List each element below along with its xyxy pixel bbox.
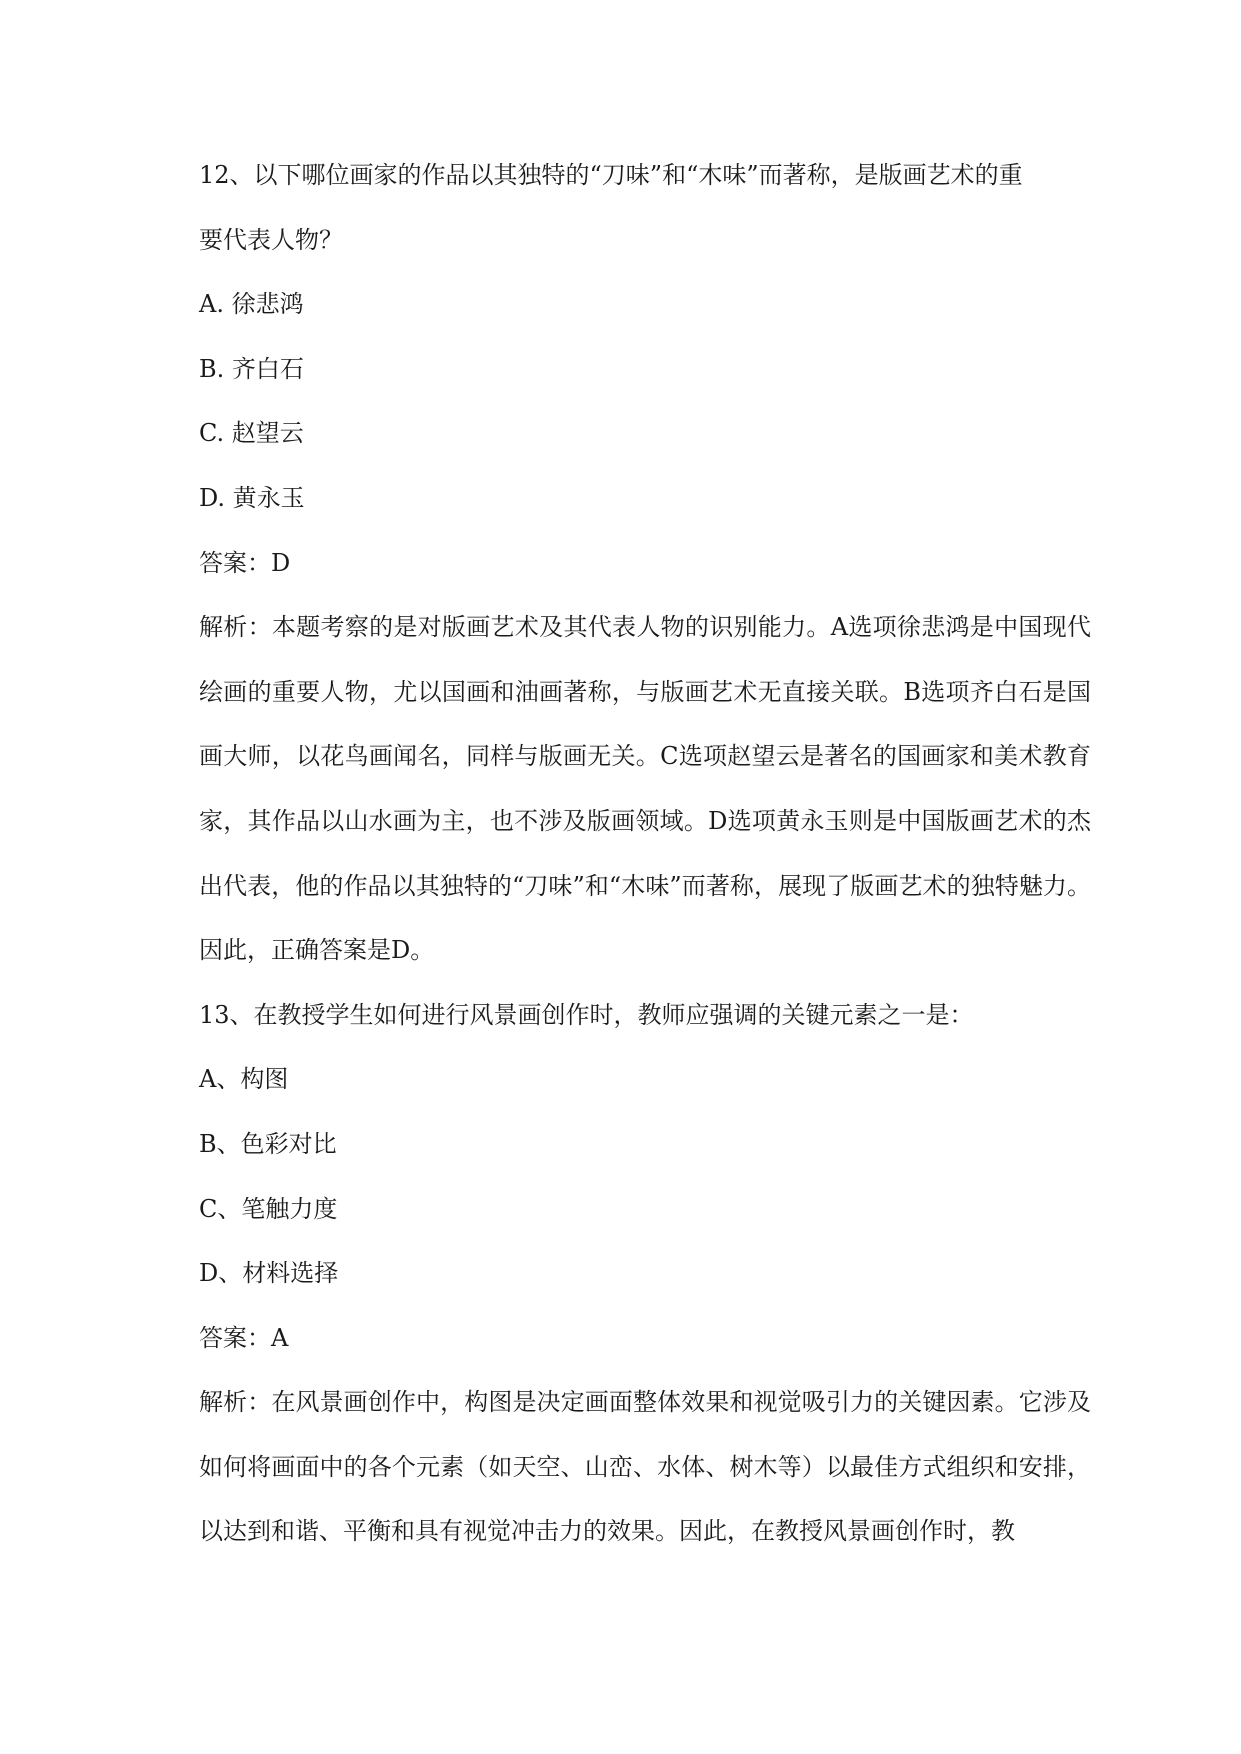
option-c: C、笔触力度 [199, 1194, 338, 1223]
question-stem: 12、以下哪位画家的作品以其独特的“刀味”和“木味”而著称，是版画艺术的重 [199, 161, 1023, 189]
option-d: D、材料选择 [199, 1259, 339, 1288]
analysis: 解析：本题考察的是对版画艺术及其代表人物的识别能力。A选项徐悲鸿是中国现代绘画的重要人物，尤以国画和油画著称，与版画艺术无直接关联。B选项齐白石是国画大师，以花鸟画闻名，同样与版画无关。C选项赵望云是著名的国画家和美术教育家，其作品以山水画为主，也不涉及版画领域。D选项黄永玉则是中国版画艺术的杰出代表，他的作品以其独特的“刀味”和“木味”而著称，展现了版画艺术的独特魅力。因此，正确答案是D。 [199, 613, 1091, 965]
option-d: D. 黄永玉 [199, 483, 305, 512]
document-page [199, 143, 1091, 1564]
option-a: A. 徐悲鸿 [199, 290, 304, 319]
analysis: 解析：在风景画创作中，构图是决定画面整体效果和视觉吸引力的关键因素。它涉及如何将画面中的各个元素（如天空、山峦、水体、树木等）以最佳方式组织和安排，以达到和谐、平衡和具有视觉冲击力的效果。因此，在教授风景画创作时，教 [199, 1388, 1091, 1546]
answer: 答案：D [199, 548, 291, 577]
option-c: C. 赵望云 [199, 419, 304, 448]
question-stem: 要代表人物？ [199, 225, 343, 254]
question-stem: 13、在教授学生如何进行风景画创作时，教师应强调的关键元素之一是： [199, 1000, 974, 1029]
answer: 答案：A [199, 1323, 289, 1352]
question-12 [199, 143, 1091, 983]
option-a: A、构图 [199, 1065, 289, 1094]
option-b: B、色彩对比 [199, 1129, 337, 1158]
option-b: B. 齐白石 [199, 354, 304, 383]
question-13 [199, 983, 1091, 1564]
